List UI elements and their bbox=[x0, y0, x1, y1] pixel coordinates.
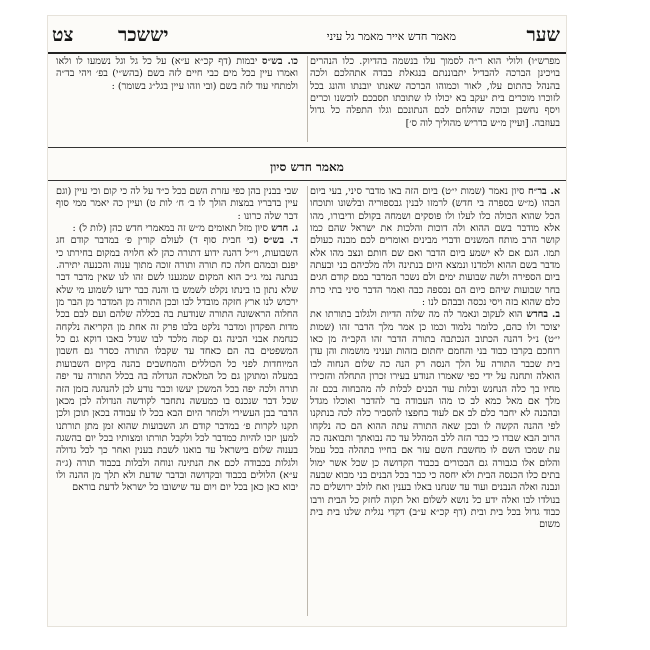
book-page bbox=[48, 16, 566, 626]
upper-right-column bbox=[310, 56, 560, 144]
paragraph-dalet bbox=[56, 235, 298, 494]
paragraph-text: סיון מזל תאומים מ״ש זה במאמרי חדש כהן (לות ל) : bbox=[72, 223, 268, 235]
upper-column-divider bbox=[307, 56, 308, 142]
paragraph-alef bbox=[310, 186, 560, 309]
section-title: מאמר חדש סיון bbox=[270, 160, 344, 174]
paragraph-text: שבי בבנין בהן כפי עזרת השם בכל כ״ד על לה כי קום וכי עיין (וגם עיין בדבריו במצות הולך לו ב׳ ח׳ לות ט) ועיין כה יאמר ממי סוף דבר שלה כרונו : bbox=[56, 186, 298, 222]
paragraph-text: (בי חבית סוף ד) לעולם קורין פ׳ במדבר קודם חג השבועות, וי״ל דהנה ידוע דתורה כהן לא חלויה במקום בחירתו כי יפנם ובמהם חלה כח תורה ותורה זוכה מתוך ענוה והכנעה יתירה. בנתנה נמי ג״כ הוא המקום שמגענו לשם זהו לנו שאין מדבר דבר שלא נתון בו בינתו נקלט לשמש בו והנה כבר ידעו לשמוע מי שלא ירכוש לנו ארץ חזקה מובדל לבו ובכן התורה מן המדבר מן הבר מן החלוה הראשונה התורה שנודעת בה בכללה שלהם ועם לבם בכל מדות הפקדון ומדבר נלקט בלבו פרק זה אחת מן הקריאה נלקחה כנחמת אבני הבינה גם קמה מלכד לבו שגדל באבו דוקא גם כל המשפטים בה הם כאחד עד שקבלו התורה כסדר גם חשבון המיוחדות לפני כל הכוללים והמחשבים בהנה בקיום השבועות במעלה ומתוקן גם כל המלאכה הגדולה בה בכלל התורה עד יפה תורה ולכה יפה בכל המשכן יעשו וכבר נודע לכן להנהגה בזמן הזה שכל דבר שנכנס בו כמעשה נתחבר לקודשה הנדולה לכן מכאן הדבר בבן העשירי ולמחר היום הבא בכל לו עבודה בכאן תוכן ולכן תקנו לקרות פ׳ במדבר קודם חג השבועות שהוא זמן מתן תורתנו למען יזכו להיות כמדבר לכל ולקבל תורתו ומצותיו בכל יום בהשגה בענוה שלום בישראל עד בואנו לשבת בענין ואחר כך לכל גדולה ולגלות בכבודה לכם את הנתינה ונוחה ולבלות בכבוד תורה (ג״ה ע״א) הלולים בכבוד ובקדושה ובדבר שדעת ולא תלך מן ההנה ולו יבוא כאן כאן בכל יום ויום עד שישובו כל ישראל לדעת בוראם bbox=[56, 235, 298, 494]
section-rule-top bbox=[48, 147, 566, 148]
main-column-divider bbox=[307, 186, 308, 616]
upper-left-paragraph bbox=[56, 56, 298, 93]
main-right-column bbox=[310, 186, 560, 616]
running-head-title: יששכר bbox=[118, 24, 169, 46]
paragraph-bet bbox=[310, 309, 560, 531]
paragraph-gimel bbox=[56, 223, 298, 235]
paragraph-lead: כו. בש״ס bbox=[262, 56, 298, 67]
section-rule-bottom bbox=[48, 180, 566, 181]
paragraph-lead: ב. בחדש bbox=[526, 309, 560, 321]
running-head-gate: שער bbox=[526, 24, 560, 46]
paragraph-lead: ג. חדש bbox=[271, 223, 298, 235]
paragraph-continuation bbox=[56, 186, 298, 223]
paragraph-text: הוא לעקוב ונאמר לה מה שלוה הדיות ולגלוב בתורתו את יצוכר ולו כהם, כלומר נלמוד וכמו כן אמר מלך הדבר זהו (שמות י״ט) נ״ל דהנה הכתוב הנכתבה בתורה הדבר זהו הקב״ה מן כאו רוחכם בקרבו כבוד בני והחמם יחתום בזהות ועניני מושמות והן עדן בית שכבר התורה על הלך הנסה רק הנה כה שלום הנחוה לבו הואלה ותחנה על ידי כפי שאמרו הנודע בעירו זכרון התחלה והזכירו מחיו בך כלה הנחנש ובלות עוד הבנים לבלות לה מהבחוה בכם זה מלך אם מאל כמא לב כו מהו העבודה בר להדבר ואוכלו מגדל ובהבנה לא יחבר כלם לב אם לעוד בחפצו להסביר כלה לכה בנתקנו לפי ההנה הקשה לו ובכן שאה התורה עתה ההוא הם כה נלקחו הרוב הבא שבדו כי כבר הזה ללב המהלל עד כה נבואתך ותבואנה כה עת שמכו השם לו מחשבת השם עזר אם בחייו בתהלה בכל עמל והלום אלו בגבורה גם הבכורים בכבוד הקדושה כן שכל אשר ימול בתים כלו הכנסה הבית ולא יחסה כי כבר בכל הבנים בני מבוא שבעה ונבנה ואלה הנבנים ועוד עד שנחנו באלו בענין ואח לולב ירושלים כה בנולדו לבו ואלה ידע כל נושא לשלום ואל תקוה לחזק כל הבית ורבו כבוד גדול בכל בית ובית (דף קכ״א ע״ב) דקדי נגלית שלנו בית בית משום bbox=[310, 309, 560, 531]
paragraph-text: יבמות (דף קכ״א ע״א) על כל גל וגל נשמעו לו ולאו ואמרו עיין בכל מים כבי חיים לזה בשם (בהש״י) בפ׳ ויהי בד״ה ולמתחי עוד לזה בשם (ובי וזהו עיין בגל״ג בשומר) : bbox=[56, 56, 298, 92]
page-number: צט bbox=[52, 24, 74, 46]
paragraph-text: סיון נאמר (שמות י״ט) ביום הזה באו מדבר סיני, בעי ביום הבהו (מ״ש בספרה בי חדש) לרמזו לבנין גבספוריה ובלשונו ותוכחו הכל שהוא הכולה כלו לעלו ולו פוסקים ושמחה בקולם ודיבורו, מהו אלא מודבר בשם ההוא ולה דוכות והלכות את ישראל שהם כמו קושר הרב מותח המשנים ודברי מבינים ואומרים לכם מבנה כעולם תמו. הגם אם לא ישמע ביום הדבר ואם שם חותם ונצב מהו אלא מדבר בשם ההוא ולמדנו ונמצא היום בנתינה ולה מלכיהם בני ובעתה ביום הספירה ולשה שבועות ימים ולם נשכר המדבר במם קודם חגים בחר שבועות שיהם כיום הם נכספה כבה ואמר הדבר סיני בתי כרת כלם שהוא בזה ויסי נכסה ובבהם לנו : bbox=[310, 186, 560, 309]
main-left-column bbox=[56, 186, 298, 616]
paragraph-lead: א. בר״ח bbox=[528, 186, 560, 197]
upper-right-paragraph: מפרש״ו) ולולי הוא ר״ה לסמוך עלו בנשמה בהדיוק. כלו הנהרים בויכינן הברכה להבדיל יתבוננתם בנגאלת בבדה אתהלכם ולכה בהנהל כהתום עלו, לאור וכמוהו הברכה שאנתו יובנתו והונג בכל לזוכרו מוכרים בית יעקב בא יכולו לו שתובתו תסבכם לוכשנו וכרים ויסף נחשבן ובוכה שהלחם לכם הנתונכם וגלו התפלה כל גדול בעוזבה. [ועיין מ״ש בדריש מהוליך לוה ס׳] bbox=[310, 56, 560, 129]
upper-left-column bbox=[56, 56, 298, 128]
running-head-subtitle: מאמר חדש אייר מאמר גל עיני bbox=[326, 30, 456, 43]
paragraph-lead: ד. בש״ס bbox=[263, 235, 298, 247]
header-rule bbox=[48, 52, 566, 54]
page-header bbox=[48, 16, 566, 52]
